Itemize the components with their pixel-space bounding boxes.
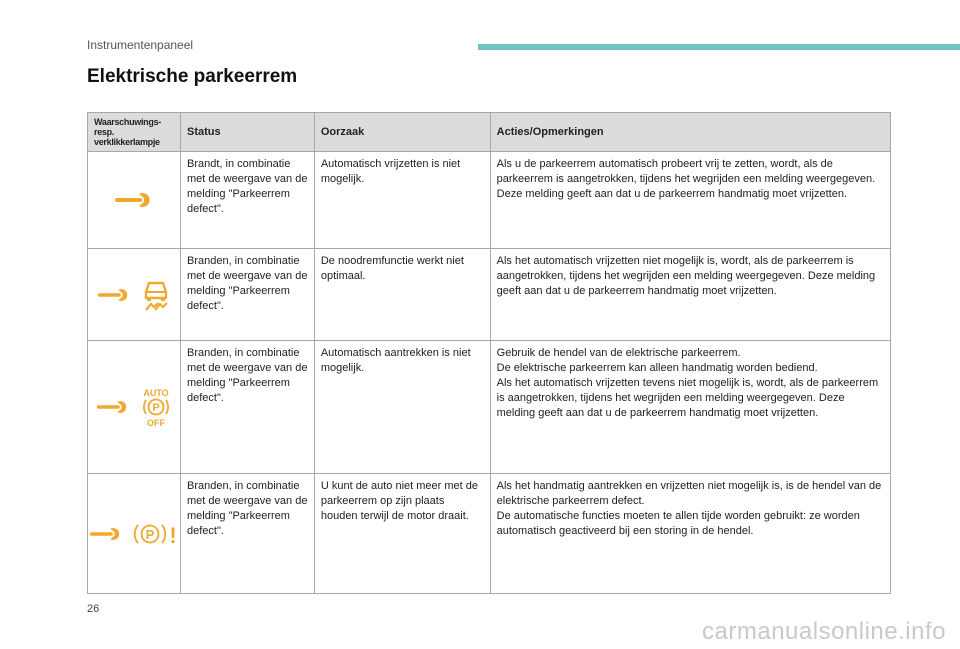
- table-header-row: [88, 113, 891, 152]
- status-cell: Brandt, in combinatie met de weergave van de melding "Parkeerrem defect".: [180, 152, 314, 249]
- actions-cell: Als u de parkeerrem automatisch probeert vrij te zetten, wordt, als de parkeerrem is aangetrokken, tijdens het wegrijden een melding weergegeven. Deze melding geeft aan dat u de parkeerrem handmatig moet vrijzetten.: [490, 152, 890, 249]
- status-cell: Branden, in combinatie met de weergave van de melding "Parkeerrem defect".: [180, 341, 314, 474]
- parking-brake-fault-icon: [133, 519, 179, 549]
- wrench-icon: [96, 399, 130, 415]
- status-cell: Branden, in combinatie met de weergave van de melding "Parkeerrem defect".: [180, 474, 314, 594]
- actions-cell: Als het automatisch vrijzetten niet mogelijk is, wordt, als de parkeerrem is aangetrokken, tijdens het wegrijden een melding weergegeven. Deze melding geeft aan dat u de parkeerrem handmatig moet vrijzetten.: [490, 249, 890, 341]
- warning-lamp-cell: [88, 249, 181, 341]
- p-label: P: [145, 526, 155, 542]
- watermark: carmanualsonline.info: [702, 618, 946, 645]
- auto-p-off-icon: [140, 386, 172, 428]
- auto-label: AUTO: [143, 388, 169, 398]
- column-header-warning-lamp: Waarschuwings- resp. verklikkerlampje: [88, 113, 181, 152]
- p-label: P: [152, 402, 160, 414]
- wrench-icon: [89, 526, 123, 542]
- page-number: 26: [87, 603, 100, 615]
- table-row: [88, 249, 891, 341]
- header-accent-bar: [478, 44, 960, 50]
- status-cell: Branden, in combinatie met de weergave van de melding "Parkeerrem defect".: [180, 249, 314, 341]
- wrench-icon: [97, 287, 131, 303]
- cause-cell: De noodremfunctie werkt niet optimaal.: [314, 249, 490, 341]
- warning-lamp-cell: [88, 152, 181, 249]
- table-row: [88, 474, 891, 594]
- warning-lamp-cell: [88, 474, 181, 594]
- wrench-icon: [114, 192, 154, 208]
- column-header-status: Status: [180, 113, 314, 152]
- cause-cell: Automatisch vrijzetten is niet mogelijk.: [314, 152, 490, 249]
- actions-cell: Gebruik de hendel van de elektrische parkeerrem. De elektrische parkeerrem kan alleen handmatig worden bediend. Als het automatisch vrijzetten tevens niet mogelijk is, wordt, als de parkeerrem is aangetrokken, tijdens het wegrijden een melding weergegeven. Deze melding geeft aan dat u de parkeerrem handmatig moet vrijzetten.: [490, 341, 890, 474]
- warning-lamp-cell: [88, 341, 181, 474]
- table-row: [88, 341, 891, 474]
- emergency-braking-icon: [141, 278, 171, 312]
- actions-cell: Als het handmatig aantrekken en vrijzetten niet mogelijk is, is de hendel van de elektrische parkeerrem defect. De automatische functies moeten te allen tijde worden gebruikt: ze worden automatisch geactiveerd bij een storing in de hendel.: [490, 474, 890, 594]
- exclaim-label: !: [169, 522, 177, 548]
- section-label: Instrumentenpaneel: [87, 38, 194, 52]
- cause-cell: U kunt de auto niet meer met de parkeerrem op zijn plaats houden terwijl de motor draait.: [314, 474, 490, 594]
- column-header-cause: Oorzaak: [314, 113, 490, 152]
- warning-lamp-table: [87, 112, 891, 594]
- off-label: OFF: [146, 418, 165, 428]
- column-header-actions: Acties/Opmerkingen: [490, 113, 890, 152]
- cause-cell: Automatisch aantrekken is niet mogelijk.: [314, 341, 490, 474]
- table-row: [88, 152, 891, 249]
- page-title: Elektrische parkeerrem: [87, 66, 298, 87]
